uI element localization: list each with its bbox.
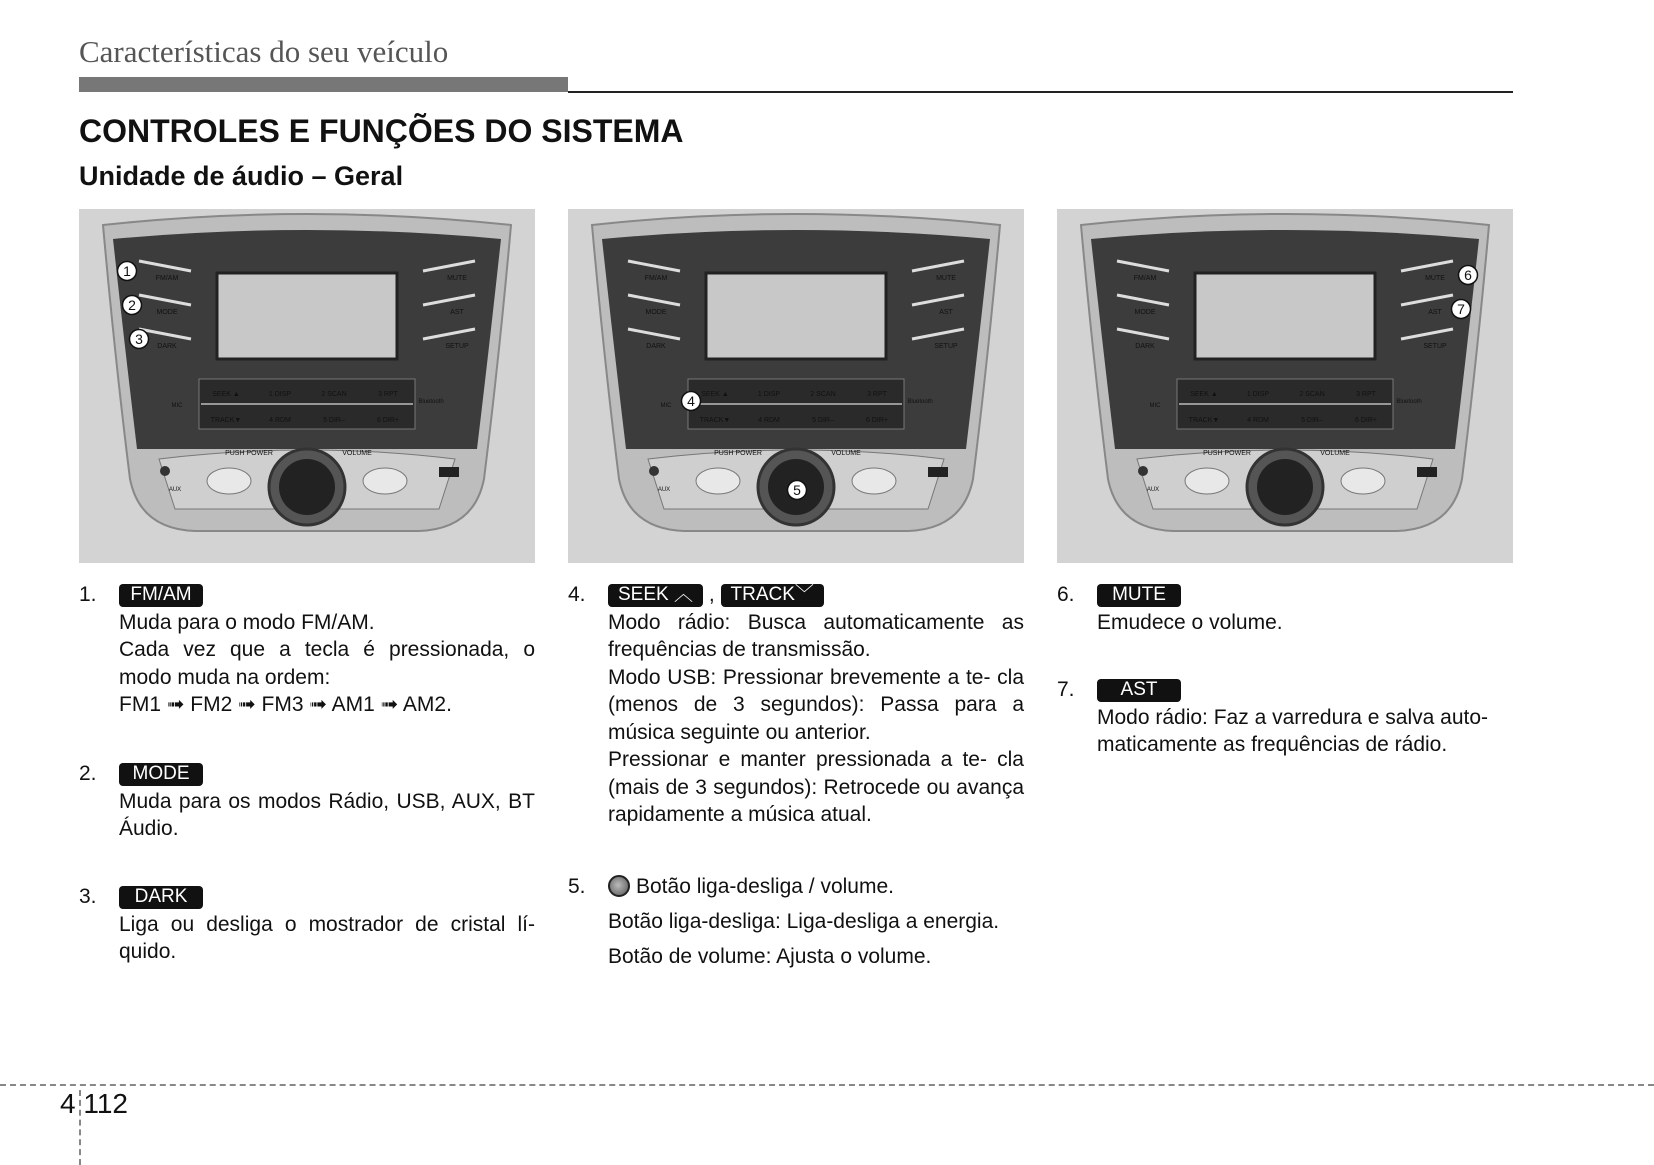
call-button xyxy=(207,468,251,494)
preset-label: TRACK▼ xyxy=(210,417,242,424)
preset-label: 4 RDM xyxy=(269,417,291,424)
audio-unit-figure-1 xyxy=(79,209,535,563)
item-text: Emudece o volume. xyxy=(1097,610,1283,634)
item-heading: Botão liga-desliga / volume. xyxy=(636,875,894,898)
right-button-label: AST xyxy=(1428,309,1442,316)
callout-number: 1 xyxy=(123,263,131,279)
preset-label: 4 RDM xyxy=(1247,417,1269,424)
mic-label: MIC xyxy=(1149,403,1161,409)
right-button-label: MUTE xyxy=(1425,275,1445,282)
volume-label: VOLUME xyxy=(831,450,861,457)
callout-number: 6 xyxy=(1464,267,1472,283)
item-text: Modo rádio: Faz a varredura e salva auto- maticamente as frequências de rádio. xyxy=(1097,705,1489,756)
preset-label: TRACK▼ xyxy=(1188,417,1220,424)
right-button-label: MUTE xyxy=(447,275,467,282)
item-text: Muda para o modo FM/AM. xyxy=(119,610,375,634)
left-button-label: MODE xyxy=(156,309,178,316)
usb-port xyxy=(928,467,948,477)
preset-label: TRACK▼ xyxy=(699,417,731,424)
left-button-label: FM/AM xyxy=(1133,275,1157,282)
dark-key: DARK xyxy=(119,886,203,909)
left-button-label: FM/AM xyxy=(644,275,668,282)
item-text: Pressionar e manter pressionada a te- cla (mais de 3 segundos): Retrocede ou avança rapidamente a música atual. xyxy=(608,748,1024,826)
item-number: 2. xyxy=(79,762,97,785)
header-bar xyxy=(79,77,568,92)
preset-label: 6 DIR+ xyxy=(377,417,399,424)
usb-port xyxy=(439,467,459,477)
callout-number: 2 xyxy=(128,297,136,313)
right-button-label: SETUP xyxy=(934,343,958,350)
aux-label: AUX xyxy=(657,487,671,493)
bluetooth-label: Bluetooth xyxy=(418,399,444,405)
call-button xyxy=(1185,468,1229,494)
section-subtitle: Unidade de áudio – Geral xyxy=(79,161,404,191)
preset-label: 6 DIR+ xyxy=(1355,417,1377,424)
track-key: TRACK﹀ xyxy=(721,584,824,607)
volume-label: VOLUME xyxy=(1320,450,1350,457)
preset-label: 5 DIR– xyxy=(1301,417,1323,424)
callout-number: 3 xyxy=(135,331,143,347)
preset-label: SEEK ▲ xyxy=(701,391,729,398)
audio-unit-figure-3 xyxy=(1057,209,1513,563)
display-screen xyxy=(706,273,886,359)
fmam-key: FM/AM xyxy=(119,584,203,607)
power-label: PUSH POWER xyxy=(1203,450,1251,457)
display-screen xyxy=(217,273,397,359)
item-text: Muda para os modos Rádio, USB, AUX, BT Áudio. xyxy=(119,789,535,840)
aux-jack xyxy=(649,466,659,476)
left-button-label: MODE xyxy=(645,309,667,316)
seek-key: SEEK ︿ xyxy=(608,584,703,607)
aux-jack xyxy=(1138,466,1148,476)
preset-label: 3 RPT xyxy=(378,391,398,398)
preset-label: 3 RPT xyxy=(867,391,887,398)
display-screen xyxy=(1195,273,1375,359)
preset-label: 6 DIR+ xyxy=(866,417,888,424)
preset-label: SEEK ▲ xyxy=(212,391,240,398)
item-number: 5. xyxy=(568,875,586,898)
mic-label: MIC xyxy=(660,403,672,409)
right-button-label: SETUP xyxy=(445,343,469,350)
key-separator: , xyxy=(708,583,715,606)
bluetooth-label: Bluetooth xyxy=(1396,399,1422,405)
preset-label: 2 SCAN xyxy=(810,391,836,398)
left-button-label: DARK xyxy=(157,343,177,350)
item-number: 7. xyxy=(1057,678,1075,701)
right-button-label: AST xyxy=(939,309,953,316)
left-button-label: DARK xyxy=(646,343,666,350)
preset-label: 3 RPT xyxy=(1356,391,1376,398)
preset-label: 1 DISP xyxy=(757,391,781,398)
preset-label: 1 DISP xyxy=(1246,391,1270,398)
header-rule xyxy=(568,91,1513,93)
power-label: PUSH POWER xyxy=(225,450,273,457)
item-number: 4. xyxy=(568,583,586,606)
right-button-label: MUTE xyxy=(936,275,956,282)
mute-key: MUTE xyxy=(1097,584,1181,607)
page-number: 4 112 xyxy=(60,1088,128,1119)
callout-number: 5 xyxy=(793,482,801,498)
right-button-label: SETUP xyxy=(1423,343,1447,350)
right-button-label: AST xyxy=(450,309,464,316)
item-text: FM1 ➟ FM2 ➟ FM3 ➟ AM1 ➟ AM2. xyxy=(119,693,452,716)
end-call-button xyxy=(363,468,407,494)
section-title: CONTROLES E FUNÇÕES DO SISTEMA xyxy=(79,113,684,149)
item-text: Botão de volume: Ajusta o volume. xyxy=(608,945,932,968)
mode-key: MODE xyxy=(119,763,203,786)
item-text: Modo USB: Pressionar brevemente a te- cla (menos de 3 segundos): Passa para a música seguinte ou anterior. xyxy=(608,665,1024,744)
call-button xyxy=(696,468,740,494)
audio-unit-figure-2 xyxy=(568,209,1024,563)
aux-label: AUX xyxy=(168,487,182,493)
end-call-button xyxy=(852,468,896,494)
power-label: PUSH POWER xyxy=(714,450,762,457)
mic-label: MIC xyxy=(171,403,183,409)
footer-rule xyxy=(0,1084,1654,1086)
power-volume-knob-icon xyxy=(608,875,630,897)
left-button-label: DARK xyxy=(1135,343,1155,350)
left-button-label: FM/AM xyxy=(155,275,179,282)
ast-key: AST xyxy=(1097,679,1181,702)
bluetooth-label: Bluetooth xyxy=(907,399,933,405)
chapter-header: Características do seu veículo xyxy=(79,34,449,69)
preset-label: SEEK ▲ xyxy=(1190,391,1218,398)
preset-label: 5 DIR– xyxy=(812,417,834,424)
volume-knob xyxy=(1257,459,1313,515)
callout-number: 4 xyxy=(687,393,695,409)
end-call-button xyxy=(1341,468,1385,494)
item-text: Liga ou desliga o mostrador de cristal lí- quido. xyxy=(119,912,535,963)
item-number: 3. xyxy=(79,885,97,908)
preset-label: 1 DISP xyxy=(268,391,292,398)
preset-label: 2 SCAN xyxy=(321,391,347,398)
item-text: Modo rádio: Busca automaticamente as frequências de transmissão. xyxy=(608,610,1024,661)
usb-port xyxy=(1417,467,1437,477)
callout-number: 7 xyxy=(1457,301,1465,317)
volume-knob xyxy=(279,459,335,515)
preset-label: 2 SCAN xyxy=(1299,391,1325,398)
item-number: 6. xyxy=(1057,583,1075,606)
aux-label: AUX xyxy=(1146,487,1160,493)
preset-label: 5 DIR– xyxy=(323,417,345,424)
volume-label: VOLUME xyxy=(342,450,372,457)
left-button-label: MODE xyxy=(1134,309,1156,316)
aux-jack xyxy=(160,466,170,476)
preset-label: 4 RDM xyxy=(758,417,780,424)
item-text: Botão liga-desliga: Liga-desliga a energia. xyxy=(608,910,1000,933)
item-text: Cada vez que a tecla é pressionada, o modo muda na ordem: xyxy=(119,638,535,689)
item-number: 1. xyxy=(79,583,97,606)
